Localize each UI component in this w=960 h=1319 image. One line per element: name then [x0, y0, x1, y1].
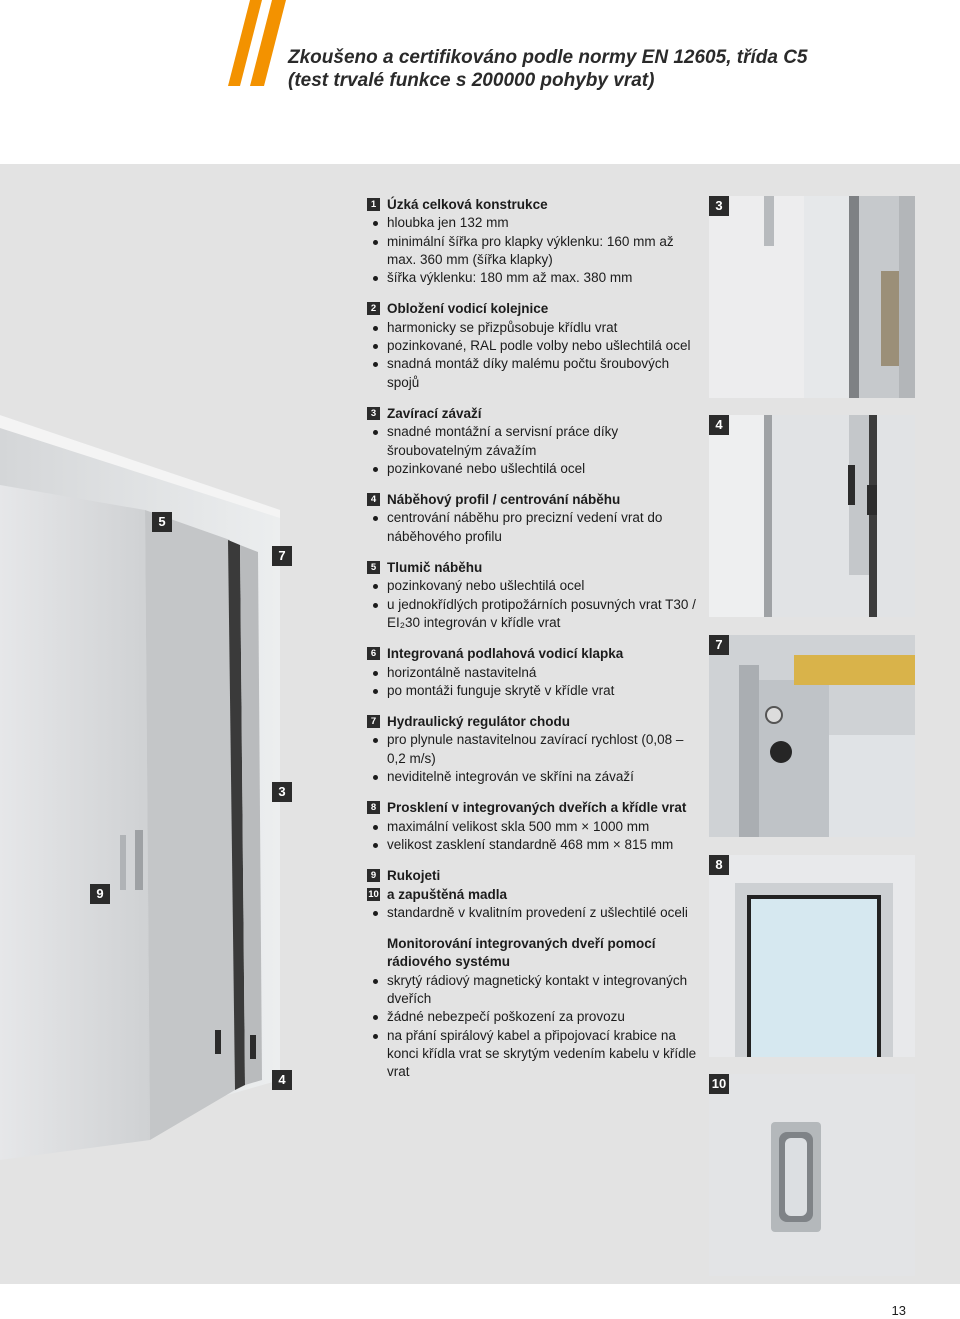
recessed-handle-image [709, 1074, 915, 1276]
feature-section [367, 799, 697, 854]
runup-profile-image [709, 415, 915, 617]
section-title: Úzká celková konstrukce [387, 197, 548, 212]
section-title: Náběhový profil / centrování náběhu [387, 492, 621, 508]
list-item: standardně v kvalitním provedení z ušlechtilé oceli [387, 904, 697, 922]
thumbnail-closing-weight [709, 196, 915, 398]
feature-section [367, 559, 697, 632]
thumbnail-recessed-handle [709, 1074, 915, 1276]
feature-list [367, 196, 697, 1094]
section-title: Monitorování integrovaných dveří pomocí rádiového systému [387, 936, 656, 970]
list-item: neviditelně integrován ve skříni na závaží [387, 768, 697, 786]
list-item: snadné montážní a servisní práce díky šroubovatelným závažím [387, 423, 697, 460]
section-number: 6 [367, 647, 380, 660]
thumbnail-glazing [709, 855, 915, 1057]
list-item: snadná montáž díky malému počtu šroubových spojů [387, 355, 697, 392]
thumbnail-label: 8 [709, 855, 729, 875]
section-title: Zavírací závaží [387, 405, 482, 421]
list-item: horizontálně nastavitelná [387, 664, 697, 682]
hydraulic-regulator-image [709, 635, 915, 837]
page-number: 13 [891, 1303, 906, 1318]
section-number: 8 [367, 801, 380, 814]
list-item: pro plynule nastavitelnou zavírací rychlost (0,08 – 0,2 m/s) [387, 731, 697, 768]
page-title [288, 46, 808, 92]
list-item: skrytý rádiový magnetický kontakt v integrovaných dveřích [387, 972, 697, 1009]
list-item: pozinkované, RAL podle volby nebo ušlechtilá ocel [387, 337, 697, 355]
thumbnail-label: 7 [709, 635, 729, 655]
section-title-secondary: a zapuštěná madla [387, 886, 508, 902]
section-number: 4 [367, 493, 380, 506]
section-title: Integrovaná podlahová vodicí klapka [387, 646, 624, 662]
list-item: na přání spirálový kabel a připojovací krabice na konci křídla vrat se skrytým vedením kabelu v křídle vrat [387, 1027, 697, 1082]
list-item: velikost zasklení standardně 468 mm × 815 mm [387, 836, 697, 854]
section-number: 1 [367, 198, 380, 211]
section-number: 7 [367, 715, 380, 728]
feature-section [367, 713, 697, 786]
list-item: hloubka jen 132 mm [387, 214, 697, 232]
thumbnail-label: 10 [709, 1074, 729, 1094]
callout-5: 5 [152, 512, 172, 532]
callout-3: 3 [272, 782, 292, 802]
list-item: pozinkovaný nebo ušlechtilá ocel [387, 577, 697, 595]
section-title: Tlumič náběhu [387, 560, 483, 576]
feature-section [367, 935, 697, 1081]
section-number: 5 [367, 561, 380, 574]
section-title: Obložení vodicí kolejnice [387, 301, 549, 317]
callout-4: 4 [272, 1070, 292, 1090]
section-title: Rukojeti [387, 868, 441, 884]
callout-9: 9 [90, 884, 110, 904]
feature-section [367, 491, 697, 546]
section-number: 2 [367, 302, 380, 315]
feature-section [367, 196, 697, 287]
feature-section [367, 867, 697, 922]
list-item: u jednokřídlých protipožárních posuvných vrat T30 / EI₂30 integrován v křídle vrat [387, 596, 697, 633]
callout-7: 7 [272, 546, 292, 566]
thumbnail-runup-profile [709, 415, 915, 617]
feature-section [367, 405, 697, 478]
list-item: minimální šířka pro klapky výklenku: 160 mm až max. 360 mm (šířka klapky) [387, 233, 697, 270]
section-number: 3 [367, 407, 380, 420]
feature-section [367, 645, 697, 700]
closing-weight-image [709, 196, 915, 398]
section-number: 9 [367, 869, 380, 882]
sliding-door-photo [0, 380, 300, 1180]
list-item: pozinkované nebo ušlechtilá ocel [387, 460, 697, 478]
list-item: žádné nebezpečí poškození za provozu [387, 1008, 697, 1026]
title-line-1: Zkoušeno a certifikováno podle normy EN 12605, třída C5 [288, 47, 808, 68]
list-item: centrování náběhu pro precizní vedení vrat do náběhového profilu [387, 509, 697, 546]
list-item: po montáži funguje skrytě v křídle vrat [387, 682, 697, 700]
feature-section [367, 300, 697, 391]
title-line-2: (test trvalé funkce s 200000 pohyby vrat) [288, 70, 655, 91]
thumbnail-label: 4 [709, 415, 729, 435]
list-item: harmonicky se přizpůsobuje křídlu vrat [387, 319, 697, 337]
section-number-secondary: 10 [368, 889, 379, 901]
section-title: Prosklení v integrovaných dveřích a křídle vrat [387, 800, 687, 816]
section-title: Hydraulický regulátor chodu [387, 714, 571, 730]
list-item: maximální velikost skla 500 mm × 1000 mm [387, 818, 697, 836]
thumbnail-label: 3 [709, 196, 729, 216]
list-item: šířka výklenku: 180 mm až max. 380 mm [387, 269, 697, 287]
glazing-image [709, 855, 915, 1057]
thumbnail-hydraulic-regulator [709, 635, 915, 837]
